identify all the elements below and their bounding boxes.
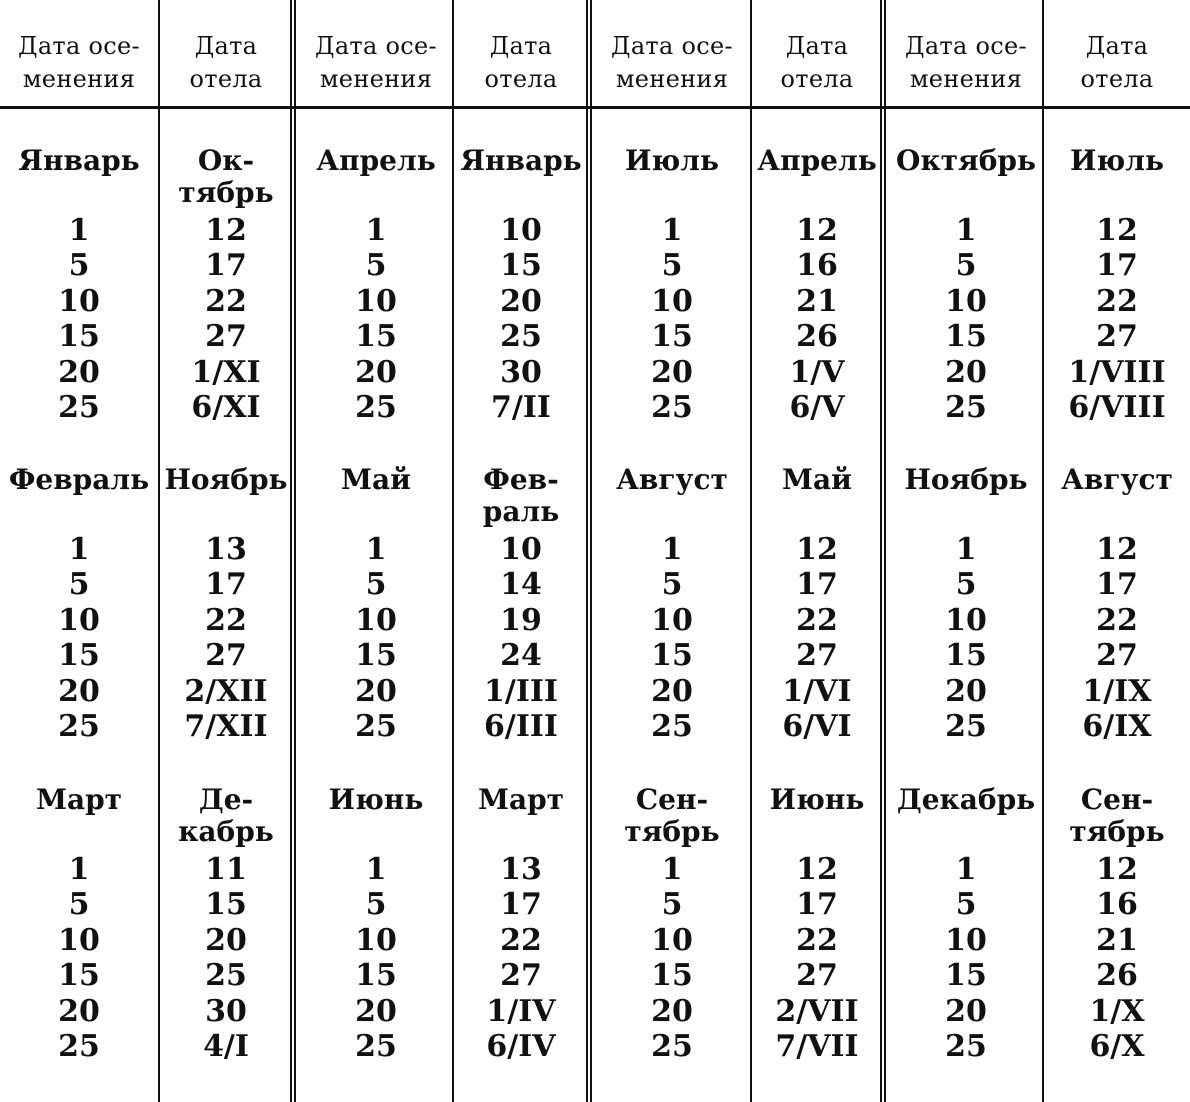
month-label-part: раль xyxy=(482,495,560,528)
table-cell: 10 xyxy=(945,283,987,319)
table-cell: 5 xyxy=(661,248,683,284)
calving-month xyxy=(1044,464,1190,496)
insemination-date-header xyxy=(0,30,158,96)
table-cell: 20 xyxy=(205,922,247,958)
column-divider xyxy=(750,0,752,1102)
table-cell: 15 xyxy=(58,958,100,994)
table-cell: 12 xyxy=(796,532,838,567)
table-cell: 1 xyxy=(661,532,683,567)
calving-dates xyxy=(454,532,588,744)
table-cell: 22 xyxy=(1096,283,1138,319)
table-cell: 12 xyxy=(205,213,247,248)
calving-month xyxy=(1044,784,1190,848)
calving-dates xyxy=(1044,532,1190,744)
table-cell: 13 xyxy=(205,532,247,567)
table-cell: 10 xyxy=(500,532,542,567)
table-cell: 6/XI xyxy=(191,389,261,425)
table-cell: 16 xyxy=(1096,887,1138,923)
calving-month xyxy=(1044,145,1190,177)
calving-month xyxy=(454,784,588,816)
table-cell: 15 xyxy=(355,638,397,674)
table-cell: 15 xyxy=(651,638,693,674)
table-cell: 5 xyxy=(68,567,90,603)
table-cell: 1/V xyxy=(789,354,845,390)
insemination-month xyxy=(594,145,750,177)
insemination-days xyxy=(890,532,1042,744)
month-label-part: Ок- xyxy=(197,144,255,177)
month-label-part: Март xyxy=(477,783,565,816)
table-cell: 6/III xyxy=(484,708,558,744)
table-cell: 25 xyxy=(651,1028,693,1064)
table-cell: 15 xyxy=(355,319,397,355)
table-cell: 30 xyxy=(500,354,542,390)
calving-dates xyxy=(160,852,292,1064)
table-cell: 5 xyxy=(955,567,977,603)
table-cell: 17 xyxy=(796,567,838,603)
month-label-part: Июнь xyxy=(769,783,865,816)
table-cell: 17 xyxy=(1096,248,1138,284)
table-cell: 15 xyxy=(945,319,987,355)
calving-date-header xyxy=(454,30,588,96)
table-cell: 10 xyxy=(355,922,397,958)
month-label-part: Август xyxy=(1061,463,1173,496)
table-cell: 10 xyxy=(651,602,693,638)
insemination-days xyxy=(300,532,452,744)
insemination-month: Октябрь xyxy=(896,144,1036,177)
month-label-part: кабрь xyxy=(178,815,274,848)
table-cell: 20 xyxy=(500,283,542,319)
table-cell: 20 xyxy=(945,673,987,709)
table-cell: 27 xyxy=(1096,319,1138,355)
header-line: отела xyxy=(484,65,558,93)
header-line: отела xyxy=(189,65,263,93)
table-cell: 14 xyxy=(500,567,542,603)
header-line: Дата осе- xyxy=(18,32,140,60)
table-cell: 6/X xyxy=(1089,1028,1145,1064)
table-cell: 5 xyxy=(955,887,977,923)
calving-month xyxy=(752,784,882,816)
table-cell: 10 xyxy=(945,602,987,638)
table-cell: 1 xyxy=(661,213,683,248)
calving-dates xyxy=(160,213,292,425)
table-cell: 4/I xyxy=(203,1028,249,1064)
table-cell: 15 xyxy=(945,958,987,994)
table-cell: 19 xyxy=(500,602,542,638)
table-cell: 15 xyxy=(205,887,247,923)
table-cell: 6/IX xyxy=(1082,708,1152,744)
table-cell: 5 xyxy=(365,567,387,603)
month-label-part: Сен- xyxy=(635,783,709,816)
table-cell: 10 xyxy=(945,922,987,958)
table-cell: 15 xyxy=(651,319,693,355)
header-line: Дата осе- xyxy=(315,32,437,60)
table-cell: 24 xyxy=(500,638,542,674)
table-cell: 1 xyxy=(365,213,387,248)
header-line: Дата xyxy=(194,32,258,60)
insemination-days xyxy=(594,852,750,1064)
table-cell: 21 xyxy=(796,283,838,319)
header-line: менения xyxy=(909,65,1023,93)
table-cell: 20 xyxy=(651,354,693,390)
table-cell: 17 xyxy=(500,887,542,923)
table-cell: 16 xyxy=(796,248,838,284)
table-cell: 6/VI xyxy=(782,708,852,744)
table-cell: 1/X xyxy=(1089,993,1145,1029)
insemination-month: Апрель xyxy=(316,144,436,177)
month-label-part: тябрь xyxy=(624,815,720,848)
table-cell: 6/VIII xyxy=(1068,389,1166,425)
table-cell: 15 xyxy=(58,319,100,355)
table-cell: 15 xyxy=(651,958,693,994)
insemination-month: Ноябрь xyxy=(904,463,1028,496)
calving-month xyxy=(454,464,588,528)
calving-date-header xyxy=(1044,30,1190,96)
table-cell: 10 xyxy=(58,602,100,638)
insemination-month: Январь xyxy=(18,144,140,177)
table-cell: 5 xyxy=(955,248,977,284)
insemination-month: Февраль xyxy=(8,463,150,496)
calving-date-column xyxy=(752,0,882,1102)
calving-date-column xyxy=(1044,0,1190,1102)
calving-dates xyxy=(752,532,882,744)
table-cell: 25 xyxy=(355,708,397,744)
table-cell: 1/VIII xyxy=(1068,354,1166,390)
header-line: Дата xyxy=(1085,32,1149,60)
table-cell: 12 xyxy=(1096,852,1138,887)
table-cell: 10 xyxy=(355,283,397,319)
calving-dates xyxy=(160,532,292,744)
group-divider xyxy=(290,0,296,1102)
month-label-part: Июль xyxy=(1070,144,1164,177)
insemination-date-header xyxy=(594,30,750,96)
calving-dates xyxy=(1044,213,1190,425)
calving-month xyxy=(454,145,588,177)
insemination-days xyxy=(594,213,750,425)
table-cell: 27 xyxy=(796,638,838,674)
month-label-part: Де- xyxy=(198,783,254,816)
table-cell: 25 xyxy=(355,1028,397,1064)
calving-month xyxy=(160,784,292,848)
header-line: Дата осе- xyxy=(905,32,1027,60)
table-cell: 20 xyxy=(651,993,693,1029)
calving-month xyxy=(160,464,292,496)
insemination-days xyxy=(0,852,158,1064)
calving-date-column xyxy=(454,0,588,1102)
header-line: Дата осе- xyxy=(611,32,733,60)
table-cell: 27 xyxy=(1096,638,1138,674)
table-cell: 12 xyxy=(1096,532,1138,567)
month-label-part: Фев- xyxy=(483,463,559,496)
table-cell: 1 xyxy=(955,852,977,887)
table-cell: 15 xyxy=(355,958,397,994)
table-cell: 6/IV xyxy=(486,1028,556,1064)
table-cell: 26 xyxy=(1096,958,1138,994)
table-cell: 25 xyxy=(58,389,100,425)
insemination-date-column xyxy=(594,0,750,1102)
insemination-days xyxy=(890,213,1042,425)
insemination-days xyxy=(300,213,452,425)
table-cell: 2/XII xyxy=(184,673,268,709)
table-cell: 1/VI xyxy=(782,673,852,709)
table-cell: 20 xyxy=(58,354,100,390)
table-cell: 5 xyxy=(68,887,90,923)
table-cell: 10 xyxy=(651,283,693,319)
table-cell: 20 xyxy=(355,354,397,390)
table-cell: 1/XI xyxy=(191,354,261,390)
table-cell: 6/V xyxy=(789,389,845,425)
table-cell: 20 xyxy=(58,673,100,709)
table-cell: 1 xyxy=(68,213,90,248)
table-cell: 10 xyxy=(355,602,397,638)
table-cell: 10 xyxy=(651,922,693,958)
insemination-month: Май xyxy=(341,463,411,496)
month-label-part: тябрь xyxy=(178,176,274,209)
table-cell: 1 xyxy=(955,213,977,248)
table-cell: 1 xyxy=(955,532,977,567)
table-cell: 25 xyxy=(58,1028,100,1064)
table-cell: 25 xyxy=(205,958,247,994)
table-cell: 20 xyxy=(651,673,693,709)
insemination-month: Июнь xyxy=(328,783,424,816)
table-cell: 5 xyxy=(365,887,387,923)
month-label-part: Май xyxy=(782,463,852,496)
table-cell: 1 xyxy=(661,852,683,887)
month-label-part: Апрель xyxy=(757,144,877,177)
table-cell: 15 xyxy=(500,248,542,284)
table-cell: 10 xyxy=(58,283,100,319)
table-cell: 1 xyxy=(68,852,90,887)
insemination-days xyxy=(594,532,750,744)
header-line: Дата xyxy=(785,32,849,60)
table-cell: 1 xyxy=(365,852,387,887)
insemination-date-header xyxy=(890,30,1042,96)
table-cell: 2/VII xyxy=(775,993,859,1029)
table-cell: 20 xyxy=(58,993,100,1029)
table-cell: 5 xyxy=(365,248,387,284)
table-cell: 7/XII xyxy=(184,708,268,744)
month-label-part: тябрь xyxy=(1069,815,1165,848)
calving-dates xyxy=(454,852,588,1064)
group-divider xyxy=(586,0,592,1102)
table-cell: 12 xyxy=(796,852,838,887)
header-line: менения xyxy=(615,65,729,93)
table-cell: 20 xyxy=(945,354,987,390)
column-divider xyxy=(158,0,160,1102)
insemination-days xyxy=(0,213,158,425)
table-cell: 1/IX xyxy=(1082,673,1152,709)
month-label-part: Январь xyxy=(460,144,582,177)
calving-date-header xyxy=(160,30,292,96)
insemination-month xyxy=(594,784,750,848)
header-line: менения xyxy=(22,65,136,93)
table-cell: 12 xyxy=(796,213,838,248)
table-cell: 17 xyxy=(1096,567,1138,603)
table-cell: 22 xyxy=(796,922,838,958)
column-divider xyxy=(1042,0,1044,1102)
table-cell: 20 xyxy=(355,673,397,709)
calving-dates xyxy=(454,213,588,425)
insemination-month xyxy=(594,464,750,496)
insemination-date-column xyxy=(0,0,158,1102)
month-label-part: Август xyxy=(616,463,728,496)
table-cell: 22 xyxy=(796,602,838,638)
table-cell: 5 xyxy=(661,887,683,923)
table-cell: 7/II xyxy=(491,389,551,425)
month-label-part: Сен- xyxy=(1080,783,1154,816)
table-cell: 20 xyxy=(945,993,987,1029)
table-cell: 26 xyxy=(796,319,838,355)
table-cell: 1 xyxy=(365,532,387,567)
table-cell: 20 xyxy=(355,993,397,1029)
header-line: менения xyxy=(319,65,433,93)
insemination-date-header xyxy=(300,30,452,96)
insemination-days xyxy=(0,532,158,744)
calving-dates xyxy=(752,213,882,425)
insemination-days xyxy=(890,852,1042,1064)
group-divider xyxy=(880,0,886,1102)
table-cell: 1 xyxy=(68,532,90,567)
table-cell: 25 xyxy=(58,708,100,744)
table-cell: 22 xyxy=(205,602,247,638)
table-cell: 22 xyxy=(500,922,542,958)
table-cell: 25 xyxy=(945,1028,987,1064)
table-cell: 12 xyxy=(1096,213,1138,248)
calving-month xyxy=(160,145,292,209)
table-cell: 27 xyxy=(796,958,838,994)
insemination-date-column xyxy=(300,0,452,1102)
insemination-days xyxy=(300,852,452,1064)
table-cell: 27 xyxy=(205,638,247,674)
table-cell: 27 xyxy=(205,319,247,355)
table-cell: 5 xyxy=(68,248,90,284)
table-cell: 17 xyxy=(796,887,838,923)
table-cell: 11 xyxy=(205,852,247,887)
table-cell: 22 xyxy=(205,283,247,319)
table-cell: 25 xyxy=(651,389,693,425)
table-cell: 21 xyxy=(1096,922,1138,958)
table-cell: 15 xyxy=(945,638,987,674)
calving-dates xyxy=(752,852,882,1064)
insemination-month: Март xyxy=(35,783,123,816)
header-line: отела xyxy=(1080,65,1154,93)
insemination-month: Декабрь xyxy=(896,783,1036,816)
table-cell: 13 xyxy=(500,852,542,887)
calving-date-header xyxy=(752,30,882,96)
table-cell: 25 xyxy=(651,708,693,744)
table-cell: 10 xyxy=(58,922,100,958)
header-line: отела xyxy=(780,65,854,93)
calving-date-column xyxy=(160,0,292,1102)
table-cell: 15 xyxy=(58,638,100,674)
month-label-part: Ноябрь xyxy=(164,463,288,496)
table-cell: 30 xyxy=(205,993,247,1029)
insemination-date-column xyxy=(890,0,1042,1102)
table-cell: 27 xyxy=(500,958,542,994)
table-cell: 10 xyxy=(500,213,542,248)
calving-month xyxy=(752,464,882,496)
calving-month xyxy=(752,145,882,177)
table-cell: 5 xyxy=(661,567,683,603)
table-cell: 17 xyxy=(205,248,247,284)
calving-dates xyxy=(1044,852,1190,1064)
column-divider xyxy=(452,0,454,1102)
table-cell: 25 xyxy=(945,708,987,744)
table-cell: 25 xyxy=(500,319,542,355)
table-cell: 22 xyxy=(1096,602,1138,638)
table-cell: 17 xyxy=(205,567,247,603)
table-cell: 25 xyxy=(945,389,987,425)
table-cell: 7/VII xyxy=(775,1028,859,1064)
header-line: Дата xyxy=(489,32,553,60)
month-label-part: Июль xyxy=(625,144,719,177)
table-cell: 1/IV xyxy=(486,993,556,1029)
table-cell: 1/III xyxy=(484,673,558,709)
table-cell: 25 xyxy=(355,389,397,425)
